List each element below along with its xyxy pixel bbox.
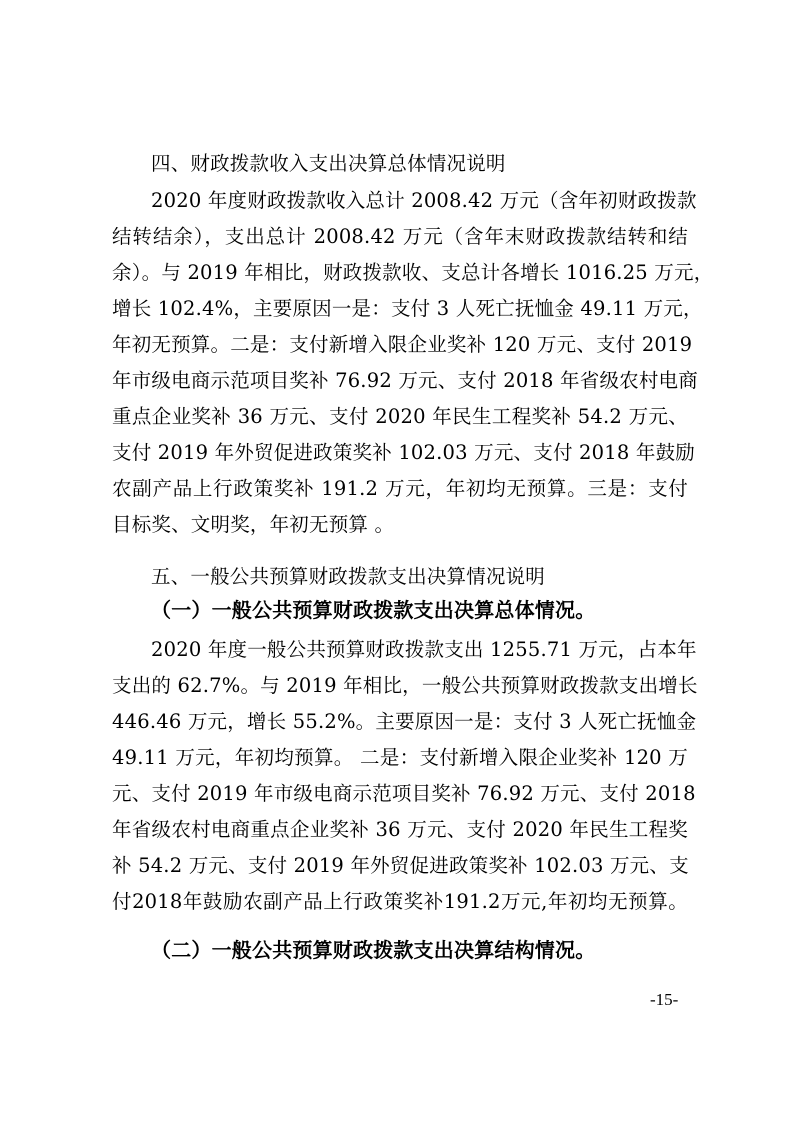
paragraph-line: 支付 2019 年外贸促进政策奖补 102.03 万元、支付 2018 年鼓励 [112,441,695,464]
paragraph-line: 结转结余），支出总计 2008.42 万元（含年末财政拨款结转和结 [112,225,688,248]
paragraph-line: 支出的 62.7%。与 2019 年相比，一般公共预算财政拨款支出增长 [112,674,698,697]
section4-heading [112,146,688,182]
paragraph-line: 49.11 万元，年初均预算。 二是：支付新增入限企业奖补 120 万 [112,746,688,769]
section4-paragraph [112,183,714,543]
paragraph-line: 增长 102.4%，主要原因一是：支付 3 人死亡抚恤金 49.11 万元， [112,297,703,320]
section-heading: 五、一般公共预算财政拨款支出决算情况说明 [151,565,546,588]
paragraph-line: 2020 年度一般公共预算财政拨款支出 1255.71 万元，占本年 [151,638,697,661]
paragraph-line: 年市级电商示范项目奖补 76.92 万元、支付 2018 年省级农村电商 [112,369,698,392]
subsection-heading: （一）一般公共预算财政拨款支出决算总体情况。 [151,598,596,622]
paragraph-line: 目标奖、文明奖，年初无预算 。 [112,513,395,536]
paragraph-line: 446.46 万元，增长 55.2%。主要原因一是：支付 3 人死亡抚恤金 [112,710,697,733]
subsection-heading: （二）一般公共预算财政拨款支出决算结构情况。 [151,938,596,962]
paragraph-line: 农副产品上行政策奖补 191.2 万元，年初均无预算。三是：支付 [112,477,688,500]
section5-heading [112,559,688,595]
paragraph-line: 重点企业奖补 36 万元、支付 2020 年民生工程奖补 54.2 万元、 [112,405,688,428]
section-heading: 四、财政拨款收入支出决算总体情况说明 [151,152,506,175]
page-number: -15- [650,990,679,1009]
paragraph-line: 补 54.2 万元、支付 2019 年外贸促进政策奖补 102.03 万元、支 [112,854,689,877]
paragraph-line: 2020 年度财政拨款收入总计 2008.42 万元（含年初财政拨款 [151,189,697,212]
paragraph-line: 年省级农村电商重点企业奖补 36 万元、支付 2020 年民生工程奖 [112,818,688,841]
section5-subheading-1 [112,592,688,628]
paragraph-line: 年初无预算。二是：支付新增入限企业奖补 120 万元、支付 2019 [112,333,693,356]
paragraph-line: 元、支付 2019 年市级电商示范项目奖补 76.92 万元、支付 2018 [112,782,696,805]
paragraph-line: 付2018年鼓励农副产品上行政策奖补191.2万元,年初均无预算。 [112,890,688,913]
paragraph-line: 余）。与 2019 年相比，财政拨款收、支总计各增长 1016.25 万元， [112,261,714,284]
section5-paragraph [112,632,698,920]
section5-subheading-2 [112,932,688,968]
